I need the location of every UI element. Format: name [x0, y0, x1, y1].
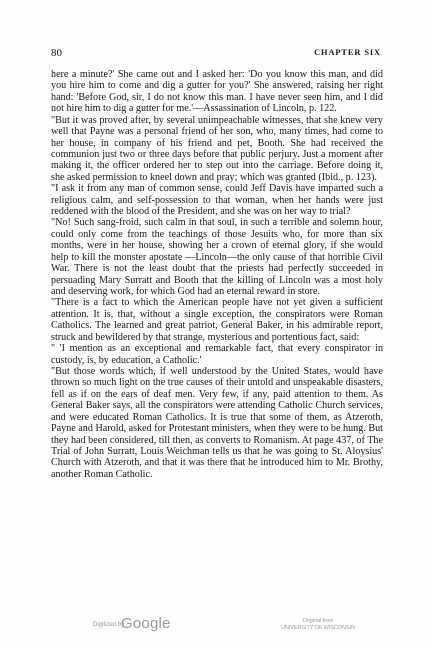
original-from-label: Original from: [302, 618, 334, 624]
paragraph: "But it was proved after, by several unimpeachable witnesses, that she knew very well that Payne was a personal friend of her son, who, many times, had come to her house, in company of his friend and pet, Booth. She had received the communion just two or three days before that public perjury. Just a moment after making it, the officer ordered her to step out into the carriage. Before doing it, she asked permission to kneel down and pray; which was granted (Ibid., p. 123).: [51, 114, 383, 183]
page-header: [51, 47, 381, 61]
paragraph: "But those words which, if well understood by the United States, would have thrown so much light on the true causes of their untold and unspeakable disasters, fell as if on the ears of deaf men. Very few, if any, paid attention to them. As General Baker says, all the conspirators were attending Catholic Church services, and were educated Roman Catholics. It is true that some of them, as Atzeroth, Payne and Harold, asked for Protestant ministers, when they were to be hung. But they had been considered, till then, as converts to Romanism. At page 437, of The Trial of John Surratt, Louis Weichman tells us that he was going to St. Aloysius' Church with Atzeroth, and that it was there that he introduced him to Mr. Brothy, another Roman Catholic.: [51, 365, 383, 480]
google-logo: Google: [121, 615, 171, 632]
paragraph: "There is a fact to which the American people have not yet given a sufficient attention. It is, that, without a single exception, the conspirators were Roman Catholics. The learned and great patriot, General Baker, in his admirable report, struck and bewildered by that strange, mysterious and portentious fact, said:: [51, 297, 383, 343]
paragraph: "No! Such sang-froid, such calm in that soul, in such a terrible and solemn hour, could only come from the teachings of those Jesuits who, for more than six months, were in her house, showing her a crown of eternal glory, if she would help to kill the monster apostate —Lincoln—the only cause of that horrible Civil War. There is not the least doubt that the priests had perfectly succeeded in persuading Mary Surratt and Booth that the killing of Lincoln was a most holy and deserving work, for which God had an eternal reward in store.: [51, 217, 383, 298]
body-text: [51, 69, 383, 480]
paragraph: "I ask it from any man of common sense, could Jeff Davis have imparted such a religious calm, and self-possession to that woman, when her hands were just reddened with the blood of the President, and she was on her way to trial?: [51, 183, 383, 218]
institution-label: UNIVERSITY OF WISCONSIN: [281, 625, 355, 631]
paragraph: " 'I mention as an exceptional and remarkable fact, that every conspirator in custody, is, by education, a Catholic.': [51, 343, 383, 366]
running-head: CHAPTER SIX: [314, 48, 381, 57]
digitization-footer: [0, 615, 432, 640]
paragraph: here a minute?' She came out and I asked her: 'Do you know this man, and did you hire him to come and dig a gutter for you?' She answered, raising her right hand: 'Before God, sir, I do not know this man. I have never seen him, and I did not hire him to dig a gutter for me.'—Assassination of Lincoln, p. 122.: [51, 69, 383, 115]
page-number: 80: [51, 47, 62, 59]
digitized-by-label: Digitized by: [93, 622, 125, 628]
original-from-block: [258, 618, 378, 632]
